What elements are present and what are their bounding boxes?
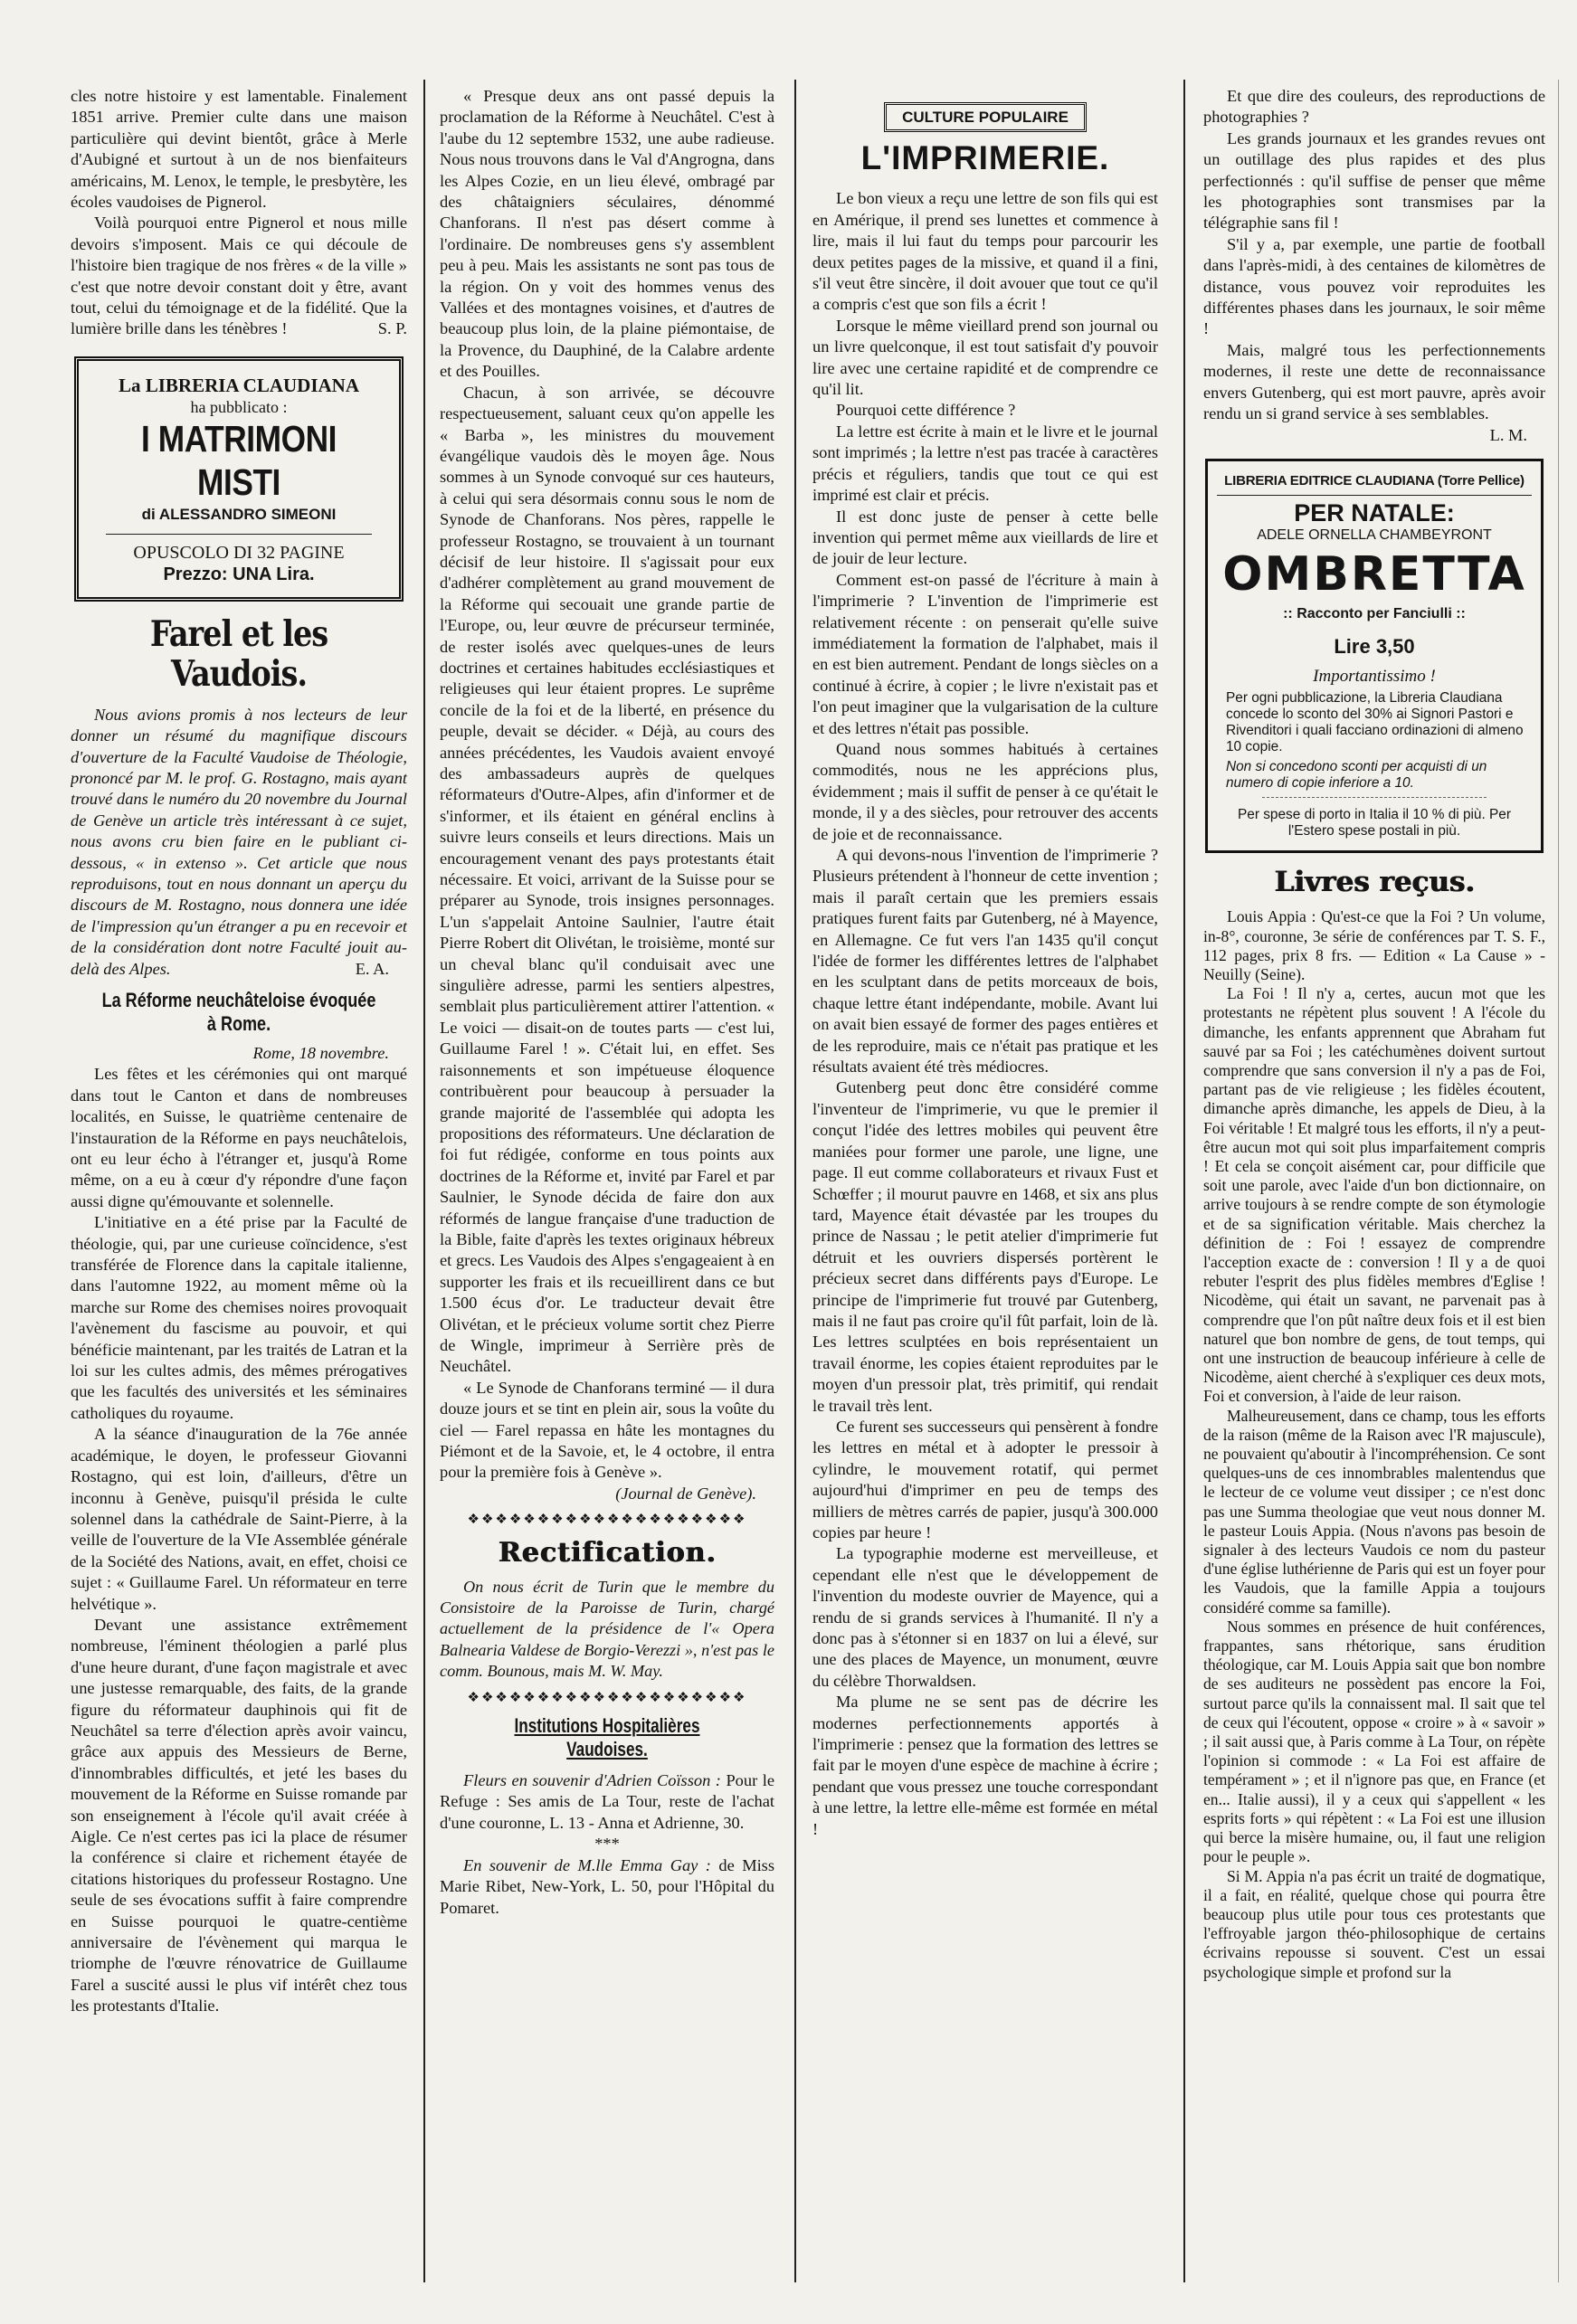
- ornamental-divider: ❖❖❖❖❖❖❖❖❖❖❖❖❖❖❖❖❖❖❖❖: [467, 1513, 747, 1528]
- donation-text: de Miss Marie Ribet, New-York, L. 50, pour l'Hôpital du Pomaret.: [440, 1855, 774, 1917]
- paragraph: Ce furent ses successeurs qui pensèrent à fondre les lettres en métal et à adopter le pressoir à cylindre, le mouvement rotatif, qui permet aujourd'hui d'imprimer en peu de temps des milliers de mètres carrés de papier, jusqu'à 300.000 copies par heure !: [812, 1417, 1158, 1541]
- ad-author: di ALESSANDRO SIMEONI: [141, 505, 337, 523]
- paragraph: A qui devons-nous l'invention de l'imprimerie ? Plusieurs prétendent à l'honneur de cette invention ; mais il paraît certain que les premiers essais pratiques furent faits par Gutenberg, né à Mayence, en Allemagne. Ce fut vers l'an 1435 qu'il conçut l'idée de former les différentes lettres de l'alphabet en les sculptant dans de petits morceaux de bois, chaque lettre étant indépendante, mobile. Avant lui on avait bien essayé de former des pages entières et de les reproduire, mais ce n'était pas pratique et les résultats avaient été très médiocres.: [812, 846, 1158, 1077]
- section-label: CULTURE POPULAIRE: [884, 102, 1087, 132]
- paragraph: Ma plume ne se sent pas de décrire les modernes perfectionnements apportés à l'imprimerie : pensez que la formation des lettres se fait par le moyen d'une espèce de machine à écrire ; pendant que vous pressez une touche correspondant à une lettre, la lettre elle-même est formée en métal !: [812, 1693, 1158, 1838]
- paragraph-text: Mais, malgré tous les perfectionnements modernes, il reste une dette de reconnaissance envers Gutenberg, qui est mort pauvre, après avoir rendu un si grand service à ses semblables.: [1203, 340, 1545, 423]
- paragraph: L'initiative en a été prise par la Faculté de théologie, qui, par une curieuse coïncidence, s'est transférée de Florence dans la capitale italienne, dans l'automne 1922, au moment même où la marche sur Rome des chemises noires provoquait l'avènement du fascisme au pouvoir, et qui bénéficie maintenant, par les traités de Latran et la loi sur les cultes admis, des mêmes prérogatives que les facultés des universités et les séminaires catholiques du royaume.: [71, 1213, 407, 1422]
- advertisement-ombretta: [1205, 459, 1544, 853]
- column-1: [71, 86, 407, 2266]
- paragraph: Quand nous sommes habitués à certaines commodités, nous ne les apprécions plus, évidemment ; mais il suffit de penser à ce qu'était le monde, il y a des siècles, pour retrouver des accents de joie et de reconnaissance.: [812, 739, 1158, 843]
- signature: E. A.: [355, 959, 389, 978]
- paragraph: Louis Appia : Qu'est-ce que la Foi ? Un volume, in-8°, couronne, 3e série de conférences par T. S. F., 112 pages, prix 8 frs. — Edition « La Cause » - Neuilly (Seine).: [1203, 907, 1545, 983]
- dateline: Rome, 18 novembre.: [252, 1043, 389, 1062]
- page-edge-rule: [1558, 80, 1559, 2282]
- paragraph: Et que dire des couleurs, des reproductions de photographies ?: [1203, 87, 1545, 127]
- column-rule: [423, 80, 425, 2282]
- paragraph: La typographie moderne est merveilleuse, et cependant elle n'est que le développement de l'invention du modeste ouvrier de Mayence, qui a rendu de si grands services à l'humanité. Il n'y a donc pas à s'étonner si en 1837 on lui a élevé, sur une des places de Mayence, un monument, œuvre du célèbre Thorwaldsen.: [812, 1544, 1158, 1690]
- paragraph: [71, 213, 407, 339]
- ad-shipping: Per spese di porto in Italia il 10 % di più. Per l'Estero spese postali in più.: [1238, 807, 1511, 839]
- article-title-imprimerie: L'IMPRIMERIE.: [860, 139, 1110, 177]
- ad-published: ha pubblicato :: [190, 397, 288, 416]
- paragraph: Chacun, à son arrivée, se découvre respectueusement, saluant ceux qu'on appelle les « Barba », les ministres du mouvement évangélique vaudois dès le moyen âge. Nous sommes à un Synode convoqué sur ces hauteurs, à celui qui sera désormais connu sous le nom de Synode de Chanforans. Nos pères, rappelle le professeur Rostagno, se trouvaient à un tournant décisif de leur histoire. Il s'agissait pour eux d'adhérer complètement au grand mouvement de la Réforme qui secouait une grande partie de l'Europe, ou, leur œuvre de précurseur terminée, de rester isolés avec quelques-unes de leurs doctrines et certaines habitudes ecclésiastiques et religieuses qui leur étaient propres. Le suprême concile de la foi et de la liberté, en présence du peuple, devait se décider. « Déjà, au cours des années précédentes, les Vaudois avaient envoyé des ambassadeurs auprès de quelques réformateurs d'Outre-Alpes, afin d'informer et de s'informer, et ils étaient en général enclins à suivre leurs conseils et leurs directions. Mais un encouragement venant des pays protestants était nécessaire. Et voici, arrivant de la Suisse pour se préparer au Synode, trois insignes personnages. L'un s'appelait Antoine Saulnier, l'autre était Pierre Robert dit Olivétan, le troisième, monté sur un cheval blanc qu'il conduisait avec une singulière adresse, parmi les sentiers alpestres, semblait plus particulièrement attirer l'attention. « Le voici — disait-on de toutes parts — c'est lui, Guillaume Farel ! ». C'était lui, en effet. Ses raisonnements et son impétueuse éloquence contribuèrent pour beaucoup à persuader la grande majorité de l'assemblée qui adopta les propositions des réformateurs. Une déclaration de foi fut rédigée, conforme en tous points aux doctrines de la Réforme et, invité par Farel et par Saulnier, le Synode décida de faire don aux réformés de langue française d'une traduction de la Bible, faite d'après les textes originaux hébreux et grecs. Les Vaudois des Alpes s'engageaient à en supporter les frais et ils recueillirent dans ce but 1.500 écus d'or. Le traducteur devait être Olivétan, et le précieux volume sortit chez Pierre de Wingle, imprimeur à Serrière près de Neuchâtel.: [440, 383, 774, 1376]
- paragraph: « Presque deux ans ont passé depuis la proclamation de la Réforme à Neuchâtel. C'est à l'aube du 12 septembre 1532, une aube radieuse. Nous nous trouvons dans le Val d'Angrogna, dans les Alpes Cozie, en un lieu élevé, ombragé par des châtaigniers séculaires, dénommé Chanforans. Il n'est pas désert comme à l'ordinaire. De nombreuses gens s'y assemblent peu à peu. Mais les assistants ne sont pas tous de la région. On y voit des hommes venus des Vallées et des montagnes voisines, et d'autres de beaucoup plus loin, de la plaine piémontaise, de la Provence, du Dauphiné, de la Calabre ardente et des Pouilles.: [440, 87, 774, 381]
- ad-price: Lire 3,50: [1334, 634, 1415, 658]
- ad-text: Per ogni pubblicazione, la Libreria Claudiana concede lo sconto del 30% ai Signori Pastori e Rivenditori i quali facciano ordinazioni di almeno 10 copie.: [1226, 690, 1524, 755]
- signature: S. P.: [377, 319, 407, 338]
- paragraph: S'il y a, par exemple, une partie de football dans l'après-midi, à des centaines de kilomètres de distance, vous pouvez voir reproduites les différentes phases dans les journaux, le soir même !: [1203, 234, 1545, 338]
- column-4: [1203, 86, 1545, 2266]
- paragraph: Lorsque le même vieillard prend son journal ou un livre quelconque, il est tout satisfait d'y pouvoir lire avec une certaine rapidité et de comprendre ce qu'il lit.: [812, 316, 1158, 399]
- ad-title: OMBRETTA: [1222, 547, 1526, 602]
- ornamental-divider: ❖❖❖❖❖❖❖❖❖❖❖❖❖❖❖❖❖❖❖❖: [467, 1690, 747, 1705]
- intro-text: Nous avions promis à nos lecteurs de leur donner un résumé du magnifique discours d'ouverture de la Faculté Vaudoise de Théologie, prononcé par M. le prof. G. Rostagno, mais ayant trouvé dans le numéro du 20 novembre du Journal de Genève un article très intéressant à ce sujet, nous avons cru bien faire en le publiant ci-dessous, « in extenso ». Cet article que nous reproduisons, tout en nous donnant un aperçu du discours de M. Rostagno, nous donnera une idée de l'impression qu'un étranger a pu en recevoir et de la considération dont notre Faculté jouit au-delà des Alpes.: [71, 705, 407, 978]
- article-subtitle: La Réforme neuchâteloise évoquée à Rome.: [101, 988, 376, 1035]
- ad-author: ADELE ORNELLA CHAMBEYRONT: [1257, 526, 1492, 543]
- paragraph: [1203, 340, 1545, 444]
- ad-per-natale: PER NATALE:: [1294, 499, 1455, 527]
- paragraph: Nous sommes en présence de huit conférences, frappantes, sans rhétorique, sans érudition théologique, car M. Louis Appia sait que bon nombre de ses auditeurs ne possèdent pas encore la Foi, surtout parce qu'ils la connaissent mal. Il sait que tel de ceux qui l'écoutent, oppose « croire » à « savoir » ; il sait aussi que, à Paris comme à La Tour, on répète l'opinion si commode : « La Foi est affaire de tempérament » ; et il n'ignore pas que, en France (et en... Italie aussi), il y a ceux qui s'appellent « les esprits forts » qui répètent : « La Foi est une illusion qui berce la misère humaine, ou, il faut une religion pour le peuple ».: [1203, 1617, 1545, 1866]
- ad-subtitle: :: Racconto per Fanciulli ::: [1283, 606, 1466, 622]
- paragraph: Pourquoi cette différence ?: [836, 401, 1016, 420]
- rectification-text: On nous écrit de Turin que le membre du Consistoire de la Paroisse de Turin, chargé actuellement de la présidence de l'« Opera Balnearia Valdese de Borgio-Verezzi », n'est pas le comm. Bounous, mais M. W. May.: [440, 1577, 774, 1681]
- donation-text: Pour le Refuge : Ses amis de La Tour, reste de l'achat d'une couronne, L. 13 - Anna et Adrienne, 30.: [440, 1771, 774, 1832]
- stars-divider: ***: [594, 1835, 620, 1854]
- paragraph: « Le Synode de Chanforans terminé — il dura douze jours et se tint en plein air, sous la voûte du ciel — Farel repassa en hâte les montagnes du Piémont et de la Savoie, et, le 4 octobre, il entra pour la première fois à Genève ».: [440, 1378, 774, 1482]
- ad-text: Non si concedono sconti per acquisti di un numero di copie inferiore a 10.: [1226, 759, 1487, 792]
- paragraph: A la séance d'inauguration de la 76e année académique, le doyen, le professeur Giovanni Rostagno, qui est loin, d'ailleurs, d'être un inconnu à Genève, puisqu'il présida le culte solennel dans la cathédrale de Saint-Pierre, à la veille de l'ouverture de la VIe Assemblée générale de la Société des Nations, avait, en effet, choisi ce sujet : « Guillaume Farel. Un réformateur en terre helvétique ».: [71, 1425, 407, 1613]
- livres-recus-body: [1203, 907, 1545, 1981]
- paragraph: Les grands journaux et les grandes revues ont un outillage des plus rapides et des plus perfectionnés : qu'il suffise de penser que même les photographies sont transmises par la télégraphie sans fil !: [1203, 128, 1545, 232]
- rectification-title: Rectification.: [498, 1536, 717, 1569]
- paragraph: La Foi ! Il n'y a, certes, aucun mot que les protestants ne répètent plus souvent ! A l'école du dimanche, les enfants apprennent que Abraham fut sauvé par sa Foi ; les catéchumènes doivent surtout comprendre que sans conversion il n'y a pas de Foi, partant pas de vie religieuse ; les fidèles écoutent, dimanche après dimanche, les appels de Dieu, à la Foi véritable ! Et malgré tous les efforts, il n'y a peut-être aucun mot qui soit plus imparfaitement compris ! Et cela se conçoit aisément car, pour difficile que soit une parole, avec l'aide d'un bon dictionnaire, on arrive toujours à se rendre compte de son étymologie et de sa signification véritable. Mais cherchez la définition de : Foi ! essayez de comprendre l'acception exacte de : conversion ! Il y a de quoi rebuter l'esprit des plus fidèles membres d'Eglise ! Nicodème, qui était un savant, ne parvenait pas à comprendre que l'on pût naître deux fois et il est bien naturel que bon nombre de gens, de tout temps, qui ont une instruction de beaucoup inférieure à celle de Nicodème, aient cherché à s'expliquer ces deux mots, Foi et conversion, à l'aide de leur raison.: [1203, 984, 1545, 1406]
- divider: [106, 534, 372, 535]
- donation-lead: En souvenir de M.lle Emma Gay :: [463, 1855, 711, 1874]
- paragraph-text: Voilà pourquoi entre Pignerol et nous mille devoirs s'imposent. Mais ce qui découle de l'histoire bien tragique de nos frères « de la ville » c'est que notre devoir constant doit y être, avant tout, celui du témoignage et de la fidélité. Que la lumière brille dans les ténèbres !: [71, 213, 407, 338]
- paragraph: Gutenberg peut donc être considéré comme l'inventeur de l'imprimerie, vu que le premier il conçut l'idée des lettres mobiles qui peuvent être maniées pour former une parole, une ligne, une page. Il eut comme collaborateurs et rivaux Fust et Schœffer ; il mourut pauvre en 1468, et six ans plus tard, Mayence était dévastée par les troupes du prince de Nassau ; le petit atelier d'imprimerie fut détruit et les ouvriers dispersés portèrent le précieux secret dans différents pays d'Europe. Le principe de l'imprimerie fut trouvé par Gutenberg, mais il ne faut pas croire qu'il fût parfait, loin de là. Les lettres sculptées en bois représentaient un travail énorme, les copies étaient reproduites par le moyen d'un pressoir plat, très primitif, qui rendait le travail très lent.: [812, 1078, 1158, 1415]
- donation-entry: [440, 1770, 774, 1834]
- ad-pages: OPUSCOLO DI 32 PAGINE: [133, 543, 345, 564]
- article-title-farel: Farel et les Vaudois.: [149, 612, 328, 695]
- paragraph: Les fêtes et les cérémonies qui ont marqué dans tout le Canton et dans de nombreuses localités, en Suisse, le quatrième centenaire de l'instauration de la Réforme en pays neuchâtelois, ont eu leur écho à l'étranger et, jusqu'à Rome même, on a eu à cœur d'y répondre d'une façon aussi digne qu'émouvante et solennelle.: [71, 1065, 407, 1210]
- ad-publisher: La LIBRERIA CLAUDIANA: [118, 374, 360, 396]
- paragraph: Le bon vieux a reçu une lettre de son fils qui est en Amérique, il prend ses lunettes et commence à lire, mais il lui faut du temps pour parcourir les deux petites pages de la missive, et quand il a fini, s'il veut être sincère, il doit avouer que tout ce qu'il a compris c'est que son fils a écrit !: [812, 189, 1158, 314]
- paragraph: Devant une assistance extrêmement nombreuse, l'éminent théologien a parlé plus d'une heure durant, d'une façon magistrale et avec une justesse remarquable, des faits, de la grande figure du réformateur dauphinois qui fit de Neuchâtel sa terre d'élection après avoir vaincu, grâce aux appuis des Messieurs de Berne, d'innombrables difficultés, et jeté les bases du mouvement de la Réforme en Suisse romande par son enseignement à l'école qu'il avait créée à Aigle. Ce n'est certes pas ici la place de résumer la conférence si claire et richement étayée de citations historiques du professeur Rostagno. Une seule de ses évocations suffit à faire comprendre en Suisse pourquoi le quatre-centième anniversaire de l'évènement qui marqua le triomphe de l'œuvre rénovatrice de Guillaume Farel a suscité aussi le plus vif intérêt chez tous les protestants d'Italie.: [71, 1615, 407, 2016]
- donation-lead: Fleurs en souvenir d'Adrien Coïsson :: [463, 1771, 721, 1790]
- source-credit: (Journal de Genève).: [615, 1484, 756, 1503]
- ad-title: I MATRIMONI MISTI: [141, 417, 337, 503]
- paragraph: La lettre est écrite à main et le livre et le journal sont imprimés ; la lettre n'est pas tracée à caractères précis et réguliers, tandis que tout ce qui est imprimé est clair et précis.: [812, 422, 1158, 505]
- ad-important: Importantissimo !: [1313, 666, 1436, 686]
- section-label-wrap: [812, 102, 1158, 132]
- paragraph: Il est donc juste de penser à cette belle invention qui permet même aux vieillards de lire et de jouir de leur lecture.: [812, 507, 1158, 568]
- paragraph: cles notre histoire y est lamentable. Finalement 1851 arrive. Premier culte dans une maison particulière qui devint bientôt, grâce à Merle d'Aubigné et surtout à un de nos bienfaiteurs américains, M. Lenox, le temple, le presbytère, les écoles vaudoises de Pignerol.: [71, 87, 407, 212]
- ad-header: LIBRERIA EDITRICE CLAUDIANA (Torre Pellice): [1217, 470, 1532, 496]
- livres-recus-title: Livres reçus.: [1274, 866, 1475, 899]
- paragraph: Malheureusement, dans ce champ, tous les efforts de la raison (même de la Raison avec l'R majuscule), ne pouvaient qu'aboutir à l'incompréhension. Ce sont quelques-uns de ces innombrables malentendus que le lecteur de ce volume veut dissiper ; ce n'est donc pas une Summa theologiae que veut nous donner M. le pasteur Louis Appia. (Nous n'avons pas besoin de signaler à des lecteurs Vaudois ce nom du pasteur d'une église luthérienne de Paris qui est un foyer pour les Vaudois, que la famille Appia a toujours considéré comme sa famille).: [1203, 1406, 1545, 1617]
- donation-entry: [440, 1855, 774, 1919]
- ad-price: Prezzo: UNA Lira.: [163, 564, 315, 585]
- column-3: [812, 86, 1158, 2266]
- institutions-title: Institutions Hospitalières Vaudoises.: [514, 1714, 700, 1761]
- advertisement-matrimoni-misti: [74, 356, 404, 602]
- column-rule: [1183, 80, 1185, 2282]
- column-2: [440, 86, 774, 2266]
- signature: L. M.: [1489, 425, 1527, 444]
- paragraph: Comment est-on passé de l'écriture à main à l'imprimerie ? L'invention de l'imprimerie est relativement récente : on penserait qu'elle suive immédiatement la formation de l'alphabet, mais il en est bien autrement. Pendant de longs siècles on a continué à écrire, à copier ; le livre n'existait pas et l'on peut imaginer que la vulgarisation de la culture et des lettres n'était pas possible.: [812, 570, 1158, 737]
- article-intro: [71, 705, 407, 980]
- divider: [1262, 797, 1487, 798]
- paragraph: Si M. Appia n'a pas écrit un traité de dogmatique, il a fait, en réalité, quelque chose qui pourra être beaucoup plus utile pour tous ces protestants que l'effroyable jargon théo-philosophique de certains écrivains repousse si souvent. C'est un essai psychologique simple et profond sur la: [1203, 1866, 1545, 1981]
- column-rule: [794, 80, 796, 2282]
